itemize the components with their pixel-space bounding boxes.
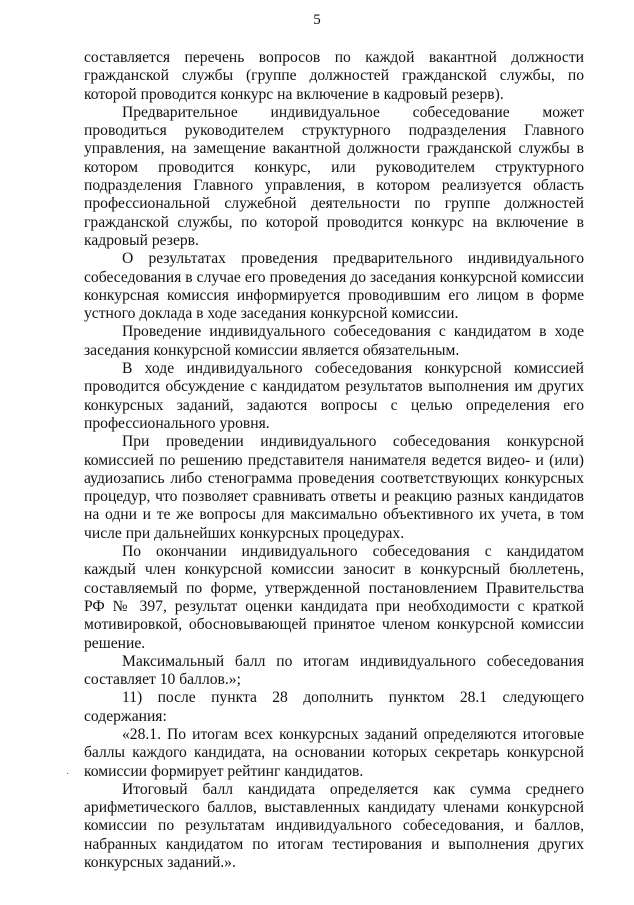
paragraph: Предварительное индивидуальное собеседование может проводиться руководителем структурного подразделения Главного управления, на замещение вакантной должности гражданской службы в котором проводится конкурс, или руководителем структурного подразделения Главного управления, в котором реализуется область профессиональной служебной деятельности по группе должностей гражданской службы, по которой проводится конкурс на включение в кадровый резерв. bbox=[84, 103, 584, 249]
document-body bbox=[84, 49, 584, 872]
paragraph: В ходе индивидуального собеседования конкурсной комиссией проводится обсуждение с кандидатом результатов выполнения им других конкурсных заданий, задаются вопросы с целью определения его профессионального уровня. bbox=[84, 360, 584, 432]
margin-dot: · bbox=[66, 769, 70, 780]
paragraph: По окончании индивидуального собеседования с кандидатом каждый член конкурсной комиссии заносит в конкурсный бюллетень, составляемый по форме, утвержденной постановлением Правительства РФ № 397, результат оценки кандидата при необходимости с краткой мотивировкой, обосновывающей принятое членом конкурсной комиссии решение. bbox=[84, 543, 584, 652]
paragraph: Максимальный балл по итогам индивидуального собеседования составляет 10 баллов.»; bbox=[84, 652, 584, 689]
paragraph: О результатах проведения предварительного индивидуального собеседования в случае его проведения до заседания конкурсной комиссии конкурсная комиссия информируется проводившим его лицом в форме устного доклада в ходе заседания конкурсной комиссии. bbox=[84, 250, 584, 323]
paragraph: «28.1. По итогам всех конкурсных заданий определяются итоговые баллы каждого кандидата, на основании которых секретарь конкурсной комиссии формирует рейтинг кандидатов. bbox=[84, 725, 584, 780]
paragraph: При проведении индивидуального собеседования конкурсной комиссией по решению представителя нанимателя ведется видео- и (или) аудиозапись либо стенограмма проведения соответствующих конкурсных процедур, что позволяет сравнивать ответы и реакцию разных кандидатов на одни и те же вопросы для максимально объективного их учета, в том числе при дальнейших конкурсных процедурах. bbox=[84, 433, 584, 542]
paragraph: 11) после пункта 28 дополнить пунктом 28.1 следующего содержания: bbox=[84, 689, 584, 725]
paragraph-continuation: составляется перечень вопросов по каждой вакантной должности гражданской службы (группе должностей гражданской службы, по которой проводится конкурс на включение в кадровый резерв). bbox=[84, 49, 584, 103]
paragraph: Проведение индивидуального собеседования с кандидатом в ходе заседания конкурсной комиссии является обязательным. bbox=[84, 323, 584, 359]
paragraph: Итоговый балл кандидата определяется как сумма среднего арифметического баллов, выставленных кандидату членами конкурсной комиссии по результатам индивидуального собеседования, и баллов, набранных кандидатом по итогам тестирования и выполнения других конкурсных заданий.». bbox=[84, 780, 584, 872]
page-number: 5 bbox=[313, 12, 321, 28]
